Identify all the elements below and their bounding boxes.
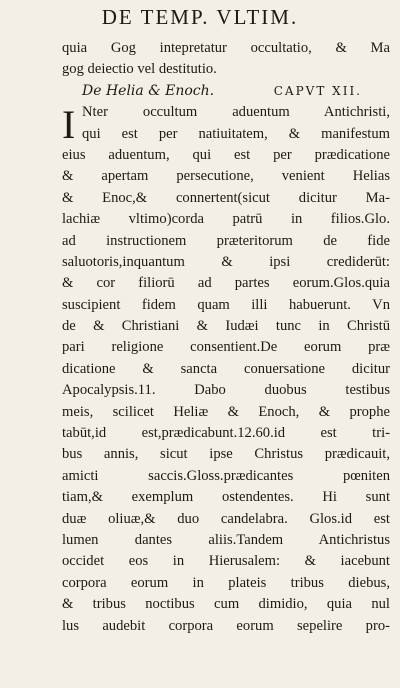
- text-line: suscipient fidem quam illi habuerunt. Vn: [62, 296, 390, 313]
- text-line: ad instructionem præteritorum de fide: [62, 232, 390, 249]
- text-line: pari religione consentient.De eorum præ: [62, 339, 390, 356]
- section-title: De Helia & Enoch.: [82, 82, 215, 99]
- text-line: Apocalypsis.11. Dabo duobus testibus: [62, 382, 390, 399]
- text-block: [62, 38, 390, 637]
- text-line: saluotoris,inquantum & ipsi crediderūt:: [62, 253, 390, 270]
- running-head: DE TEMP. VLTIM.: [101, 5, 299, 29]
- text-line: lus audebit corpora eorum sepelire pro-: [62, 617, 390, 634]
- text-line: de & Christiani & Iudæi tunc in Christū: [62, 318, 390, 335]
- text-line: quia Gog intepretatur occultatio, & Ma: [62, 40, 390, 56]
- chapter-label: CAPVT XII.: [273, 83, 362, 98]
- text-line: tabūt,id est,prædicabunt.12.60.id est tri-: [62, 425, 390, 442]
- text-line: dicatione & sancta conuersatione dicitur: [62, 360, 390, 377]
- text-line: Nter occultum aduentum Antichristi,: [82, 104, 390, 121]
- drop-cap: I: [62, 102, 76, 148]
- text-line: & cor filiorū ad partes eorum.Glos.quia: [62, 275, 390, 292]
- text-line: bus annis, sicut ipse Christus prædicauit,: [62, 446, 390, 463]
- text-line: lumen dantes aliis.Tandem Antichristus: [62, 531, 390, 548]
- text-line: amicti saccis.Gloss.prædicantes pœniten: [62, 467, 390, 484]
- text-line: lachiæ vltimo)corda patrū in filios.Glo.: [62, 211, 390, 228]
- text-line: & apertam persecutione, venient Helias: [62, 168, 390, 185]
- text-line: duæ oliuæ,& duo candelabra. Glos.id est: [62, 510, 390, 527]
- text-line: corpora eorum in plateis tribus diebus,: [62, 574, 390, 591]
- text-line: tiam,& exemplum ostendentes. Hi sunt: [62, 489, 390, 506]
- text-line: eius aduentum, qui est per prædicatione: [62, 146, 390, 163]
- text-line: qui est per natiuitatem, & manifestum: [82, 125, 390, 142]
- text-line: gog deiectio vel destitutio.: [62, 61, 217, 78]
- text-line: & Enoc,& connertent(sicut dicitur Ma-: [62, 189, 390, 206]
- section-heading: [62, 81, 390, 102]
- text-line: occidet eos in Hierusalem: & iacebunt: [62, 553, 390, 570]
- text-line: meis, scilicet Heliæ & Enoch, & prophe: [62, 403, 390, 420]
- opening-paragraph: [62, 102, 390, 148]
- text-line: & tribus noctibus cum dimidio, quia nul: [62, 596, 390, 613]
